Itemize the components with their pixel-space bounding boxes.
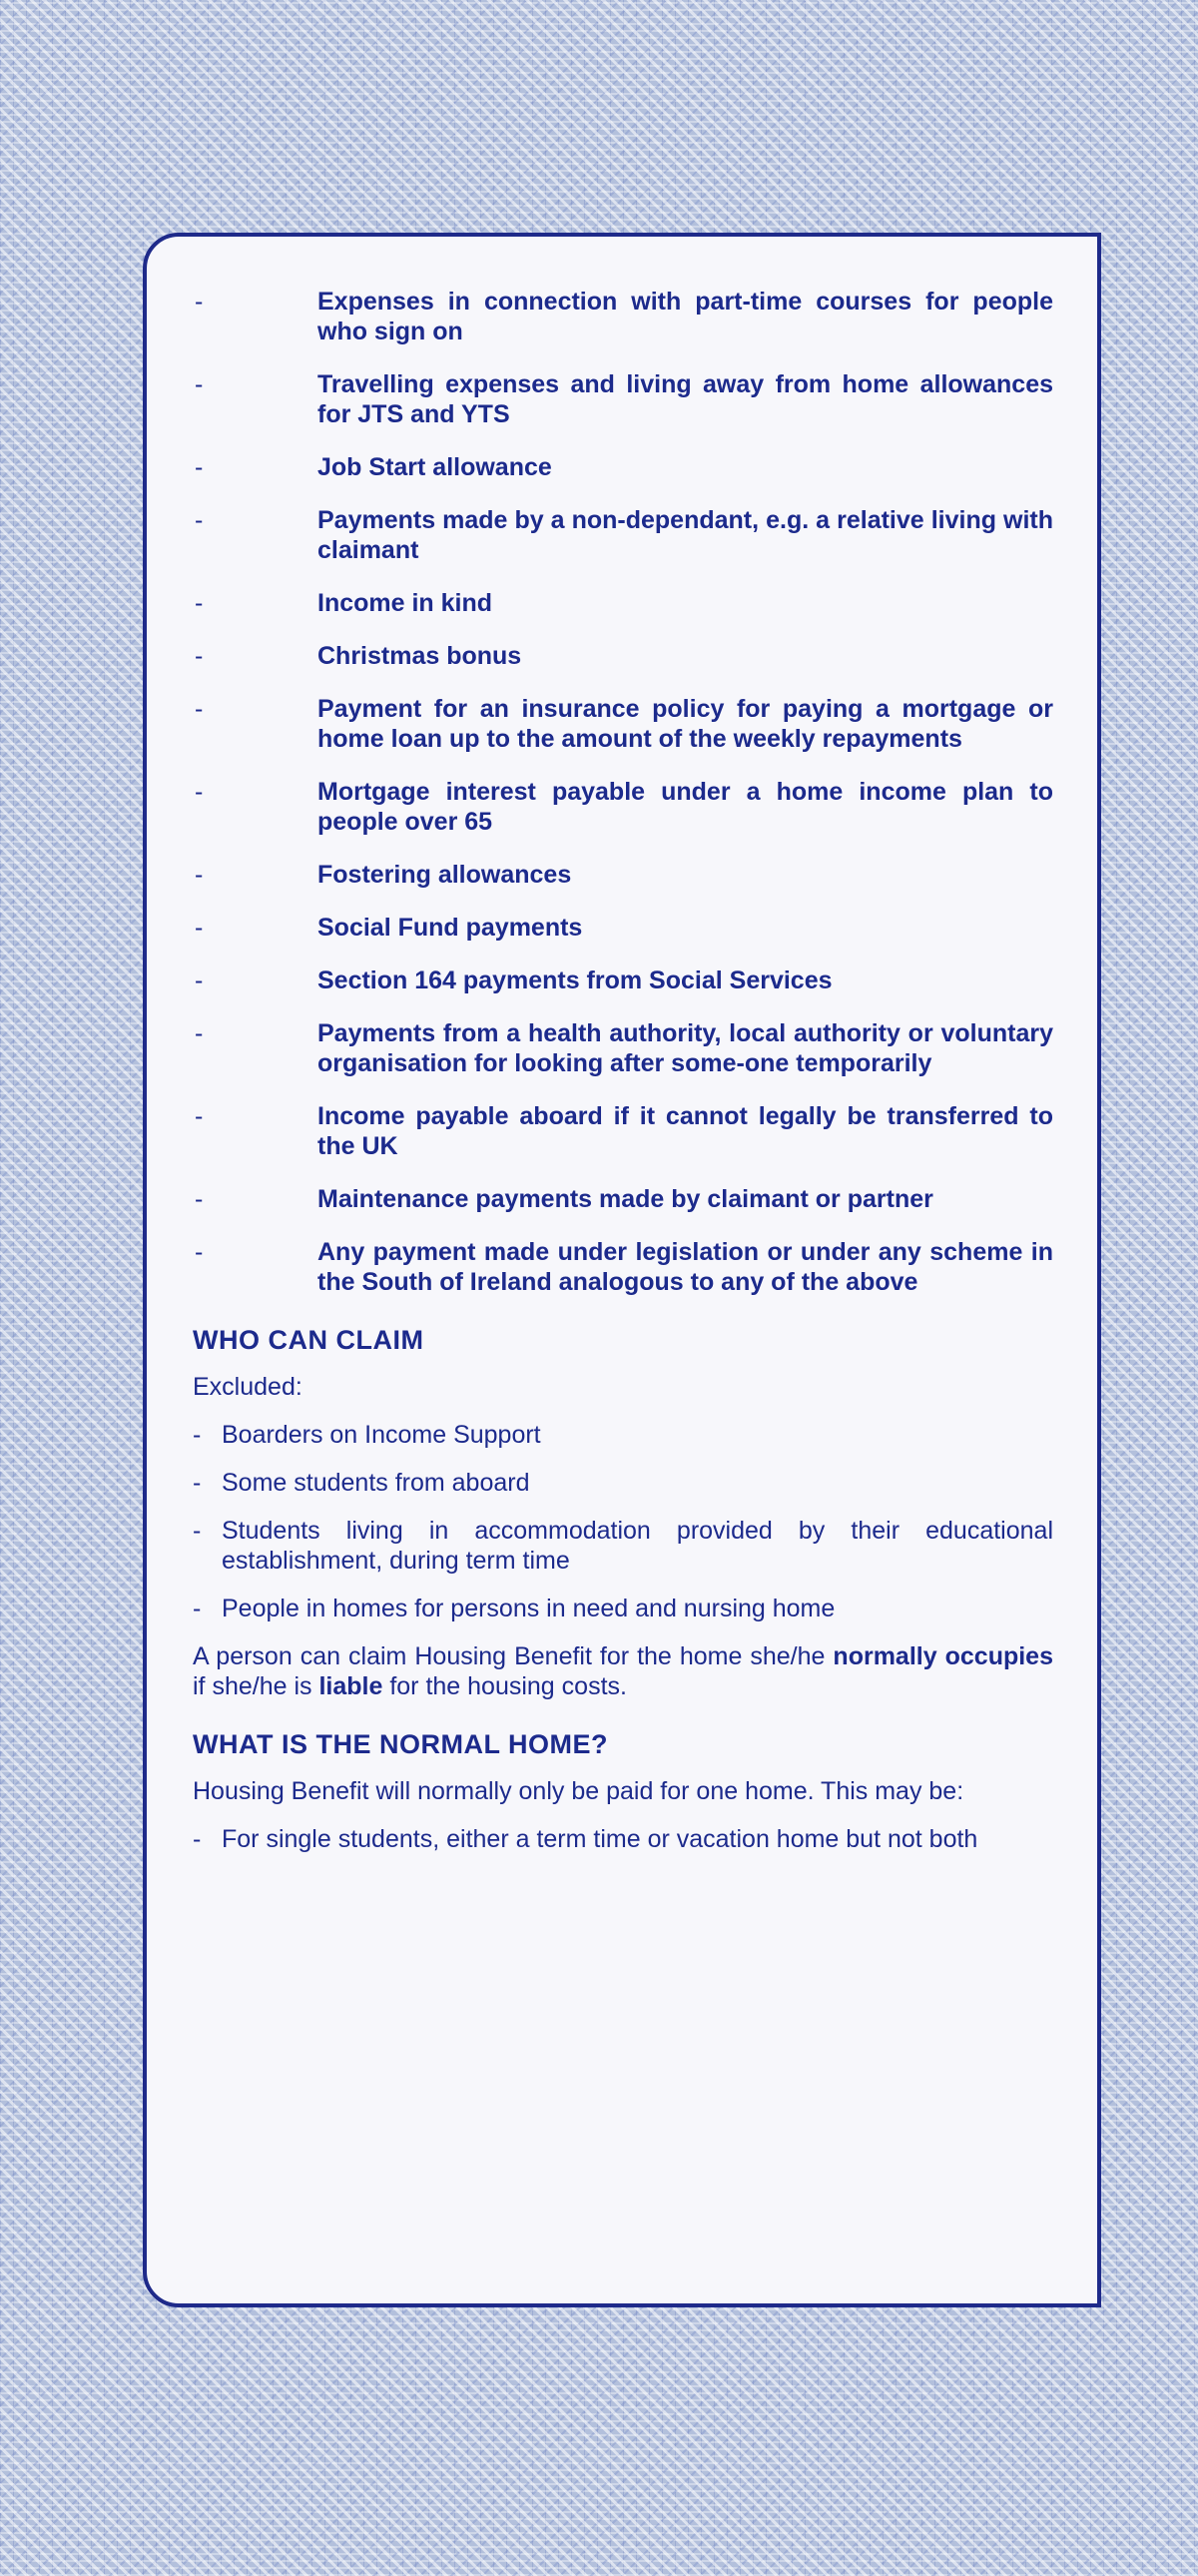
list-item: - Payments made by a non-dependant, e.g. a relative living with claimant [195, 506, 1053, 564]
excluded-label: Excluded: [193, 1373, 302, 1401]
list-item: - Fostering allowances [195, 861, 572, 889]
list-item: - Maintenance payments made by claimant or partner [195, 1185, 933, 1213]
list-item: - People in homes for persons in need and nursing home [193, 1595, 836, 1622]
normal-home-paragraph: Housing Benefit will normally only be paid for one home. This may be: [193, 1777, 964, 1805]
excluded-list [193, 1420, 1053, 1623]
list-item: - Payments from a health authority, local authority or voluntary organisation for looking after some-one temporarily [195, 1019, 1053, 1077]
list-item: - Job Start allowance [195, 453, 552, 481]
list-item: - Any payment made under legislation or under any scheme in the South of Ireland analogous to any of the above [195, 1238, 1053, 1296]
list-item: - Section 164 payments from Social Services [195, 966, 833, 994]
list-item: - Payment for an insurance policy for paying a mortgage or home loan up to the amount of the weekly repayments [195, 695, 1053, 753]
list-item: - Social Fund payments [195, 914, 583, 942]
disregarded-income-list [193, 287, 1053, 1297]
list-item: - For single students, either a term time or vacation home but not both [193, 1825, 978, 1853]
list-item: - Students living in accommodation provided by their educational establishment, during term time [193, 1517, 1053, 1575]
list-item: - Mortgage interest payable under a home income plan to people over 65 [195, 778, 1053, 836]
list-item: - Some students from aboard [193, 1469, 530, 1497]
list-item: - Income in kind [195, 589, 493, 617]
list-item: - Expenses in connection with part-time courses for people who sign on [195, 288, 1053, 345]
list-item: - Travelling expenses and living away from home allowances for JTS and YTS [195, 370, 1053, 428]
list-item: - Christmas bonus [195, 642, 522, 670]
claim-paragraph: A person can claim Housing Benefit for the home she/he normally occupies if she/he is liable for the housing costs. [193, 1642, 1053, 1700]
who-can-claim-heading: WHO CAN CLAIM [193, 1325, 424, 1355]
list-item: - Boarders on Income Support [193, 1421, 541, 1449]
normal-home-heading: WHAT IS THE NORMAL HOME? [193, 1729, 608, 1759]
normal-home-list [193, 1824, 1053, 1854]
list-item: - Income payable aboard if it cannot legally be transferred to the UK [195, 1102, 1053, 1160]
leaflet-panel [143, 233, 1101, 2307]
